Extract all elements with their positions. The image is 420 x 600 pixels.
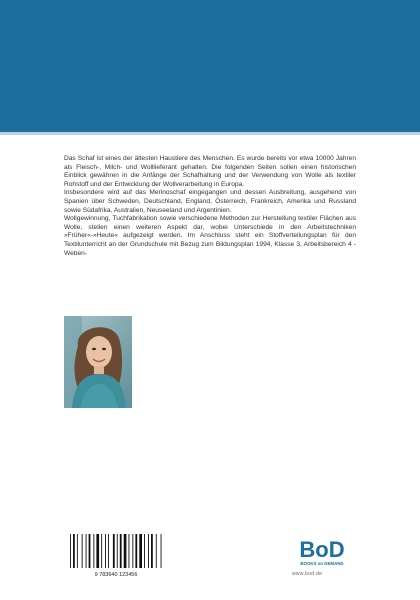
barcode-bar bbox=[113, 534, 115, 568]
barcode-bar bbox=[129, 534, 130, 568]
top-color-band bbox=[0, 0, 420, 132]
barcode-bar bbox=[73, 534, 75, 568]
blurb-paragraph-2: Insbesondere wird auf das Merinoschaf eingegangen und dessen Ausbreitung, ausgehend von Spanien über Schweden, Deutschland, England, Österreich, Frankreich, Amerika und Russland sowie Südafrika, Australien, Neuseeland und Argentinien. bbox=[64, 189, 356, 214]
barcode-bar bbox=[124, 534, 127, 568]
band-divider-line bbox=[0, 132, 420, 135]
publisher-logo bbox=[290, 536, 354, 568]
blurb-paragraph-3: Wollgewinnung, Tuchfabrikation sowie verschiedene Methoden zur Herstellung textiler Flächen aus Wolle, stellen einen weiteren Aspekt dar, wobei Unterschiede in den Arbeitstechniken »Früher«-»Heute« aufgezeigt werden. Im Anschluss steht ein Stoffverteilungsplan für den Textilunterricht an der Grundschule mit Bezug zum Bildungsplan 1994, Klasse 3, Arbeitsbereich 4 - Weben- bbox=[64, 215, 356, 257]
barcode-bar bbox=[148, 534, 149, 568]
barcode-bar bbox=[135, 534, 137, 568]
back-cover-blurb bbox=[64, 155, 356, 258]
author-photo-image bbox=[64, 316, 132, 408]
logo-tagline: BOOKS on DEMAND bbox=[300, 561, 344, 566]
logo-mark: BoD bbox=[299, 537, 345, 562]
barcode-bar bbox=[161, 534, 162, 568]
barcode-bar bbox=[105, 534, 106, 568]
barcode-bar bbox=[93, 534, 94, 568]
barcode-bar bbox=[101, 534, 102, 568]
barcode-bar bbox=[70, 534, 71, 568]
barcode-bar bbox=[120, 534, 122, 568]
barcode-bar bbox=[82, 534, 83, 568]
barcode-bar bbox=[139, 534, 142, 568]
barcode-bar bbox=[117, 534, 118, 568]
barcode-bar bbox=[156, 534, 157, 568]
barcode-bar bbox=[151, 534, 153, 568]
barcode-bar bbox=[86, 534, 87, 568]
barcode-bar bbox=[77, 534, 78, 568]
barcode-image bbox=[64, 530, 168, 578]
barcode-digits: 9 783640 123456 bbox=[94, 572, 138, 578]
barcode-bar bbox=[89, 534, 91, 568]
blurb-paragraph-1: Das Schaf ist eines der ältesten Haustiere des Menschen. Es wurde bereits vor etwa 10000 Jahren als Fleisch-, Milch- und Wolllieferant gehalten. Die folgenden Seiten sollen einen historischen Einblick gewähren in die Anfänge der Schafhaltung und der Verwendung von Wolle als textiler Rohstoff und der Entwicklung der Wollverarbeitung in Europa. bbox=[64, 155, 356, 188]
isbn-barcode bbox=[64, 530, 168, 578]
barcode-bar bbox=[96, 534, 99, 568]
barcode-bar bbox=[108, 534, 109, 568]
barcode-bar bbox=[144, 534, 145, 568]
bod-logo-image bbox=[290, 536, 354, 568]
barcode-bar bbox=[132, 534, 133, 568]
author-photo bbox=[64, 316, 132, 408]
publisher-website: www.bod.de bbox=[292, 571, 323, 577]
